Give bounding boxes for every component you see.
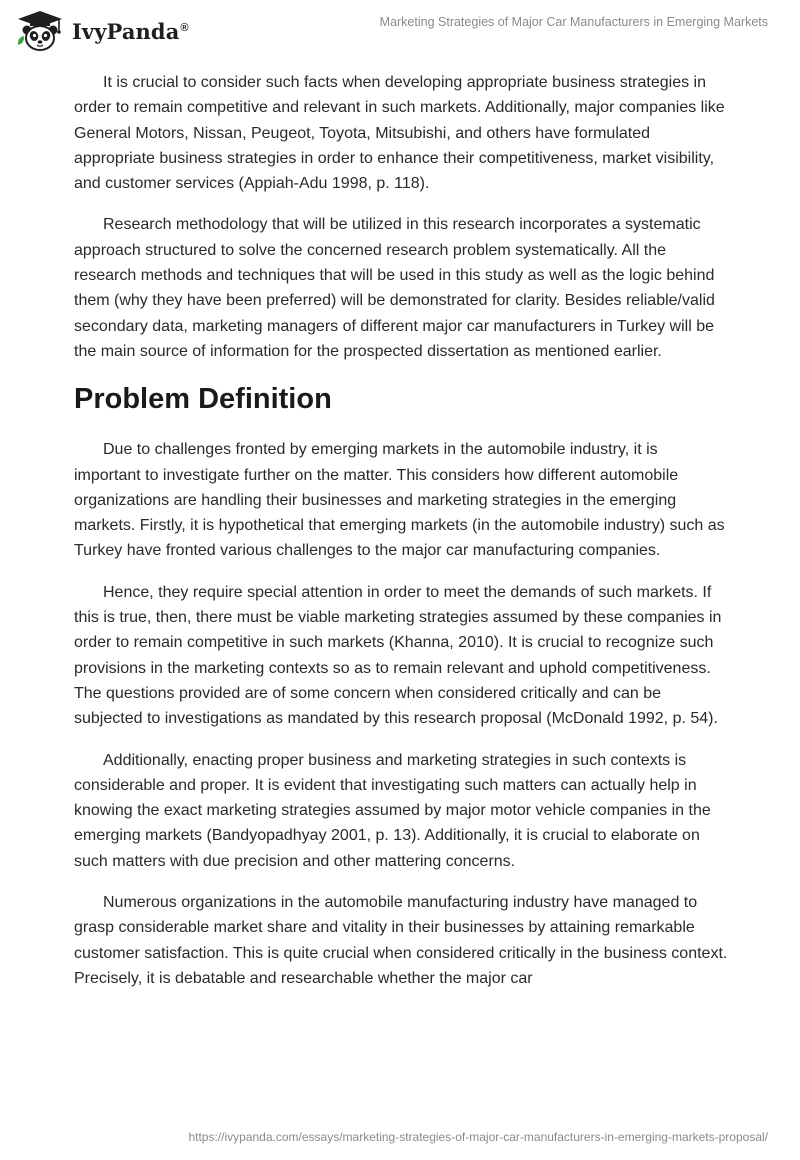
paragraph-challenges: Due to challenges fronted by emerging markets in the automobile industry, it is important to investigate further on the matter. This considers how different automobile organizations are handling their businesses and marketing strategies in the emerging markets. Firstly, it is hypothetical that emerging markets (in the automobile industry) such as Turkey have fronted various challenges to the major car manufacturing companies. — [74, 441, 725, 560]
panda-graduate-icon — [14, 9, 66, 53]
essay-body — [74, 70, 728, 1007]
page-header — [0, 0, 800, 60]
paragraph-customer-satisfaction: Numerous organizations in the automobile manufacturing industry have managed to grasp considerable market share and vitality in their businesses by attaining remarkable customer satisfaction. This is quite crucial when considered critically in the business context. Precisely, it is debatable and researchable whether the major car — [74, 894, 728, 987]
document-title: Marketing Strategies of Major Car Manufacturers in Emerging Markets — [379, 15, 768, 29]
brand-logo[interactable] — [14, 9, 189, 53]
paragraph-business-strategies: Additionally, enacting proper business and marketing strategies in such contexts is considerable and proper. It is evident that investigating such matters can actually help in knowing the exact marketing strategies assumed by major motor vehicle companies in the emerging markets (Bandyopadhyay 2001, p. 13). Additionally, it is crucial to elaborate on such matters with due precision and other mattering concerns. — [74, 751, 711, 870]
section-heading-problem-definition: Problem Definition — [74, 383, 332, 416]
registered-mark: ® — [180, 21, 189, 34]
brand-name: IvyPanda® — [72, 18, 189, 44]
paragraph-competitiveness: It is crucial to consider such facts when developing appropriate business strategies in order to remain competitive and relevant in such markets. Additionally, major companies like General Motors, Nissan, Peugeot, Toyota, Mitsubishi, and others have formulated appropriate business strategies in order to enhance their competitiveness, market visibility, and customer services (Appiah-Adu 1998, p. 118). — [74, 74, 725, 193]
source-url[interactable]: https://ivypanda.com/essays/marketing-strategies-of-major-car-manufacturers-in-emerging-markets-proposal/ — [188, 1130, 768, 1144]
paragraph-research-methodology: Research methodology that will be utilized in this research incorporates a systematic approach structured to solve the concerned research problem systematically. All the research methods and techniques that will be used in this study as well as the logic behind them (why they have been preferred) will be demonstrated for clarity. Besides reliable/valid secondary data, marketing managers of different major car manufacturers in Turkey will be the main source of information for the prospected dissertation as mentioned earlier. — [74, 216, 715, 360]
paragraph-special-attention: Hence, they require special attention in order to meet the demands of such markets. If this is true, then, there must be viable marketing strategies assumed by these companies in order to remain competitive in such markets (Khanna, 2010). It is crucial to recognize such provisions in the marketing contexts so as to remain relevant and uphold competitiveness. The questions provided are of some concern when considered critically and can be subjected to investigations as mandated by this research proposal (McDonald 1992, p. 54). — [74, 583, 722, 728]
